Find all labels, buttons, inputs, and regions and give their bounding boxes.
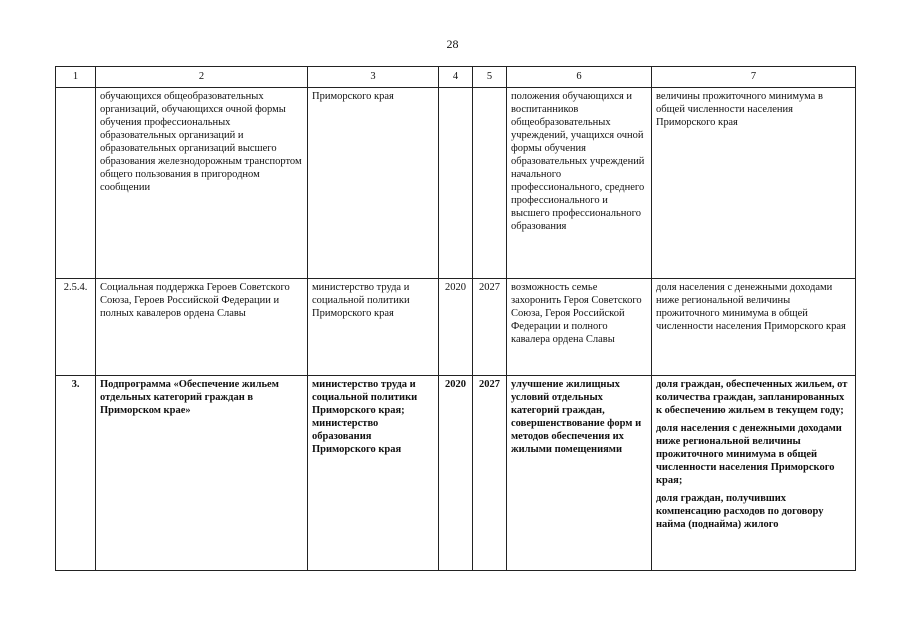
page-number: 28 — [446, 37, 459, 51]
row-number: 2.5.4. — [56, 279, 96, 376]
row-start-year: 2020 — [439, 376, 473, 571]
column-header: 7 — [652, 67, 856, 88]
row-result: возможность семье захоронить Героя Советского Союза, Героя Российской Федерации и полного кавалера ордена Славы — [507, 279, 652, 376]
column-header: 1 — [56, 67, 96, 88]
row-name: Подпрограмма «Обеспечение жильем отдельных категорий граждан в Приморском крае» — [96, 376, 308, 571]
row-indicators — [652, 279, 856, 376]
row-result: положения обучающихся и воспитанников общеобразовательных учреждений, учащихся очной формы обучения образовательных учреждений начального профессионального, среднего профессионального и высшего профессионального образования — [507, 88, 652, 279]
column-header: 3 — [308, 67, 439, 88]
column-header-row — [56, 67, 856, 88]
row-indicators — [652, 376, 856, 571]
table-row — [56, 88, 856, 279]
row-start-year: 2020 — [439, 279, 473, 376]
row-number — [56, 88, 96, 279]
table-row — [56, 376, 856, 571]
table-row — [56, 279, 856, 376]
row-executor: министерство труда и социальной политики Приморского края — [308, 279, 439, 376]
column-header: 5 — [473, 67, 507, 88]
column-header: 2 — [96, 67, 308, 88]
row-indicators — [652, 88, 856, 279]
program-table — [55, 66, 856, 571]
row-end-year: 2027 — [473, 279, 507, 376]
row-end-year: 2027 — [473, 376, 507, 571]
indicator-text: доля граждан, получивших компенсацию расходов по договору найма (поднайма) жилого — [656, 493, 824, 531]
row-executor: Приморского края — [308, 88, 439, 279]
row-name: обучающихся общеобразовательных организаций, обучающихся очной формы обучения профессиональных образовательных организаций и образовательных организаций высшего образования железнодорожным транспортом общего пользования в пригородном сообщении — [96, 88, 308, 279]
row-name: Социальная поддержка Героев Советского Союза, Героев Российской Федерации и полных кавалеров ордена Славы — [96, 279, 308, 376]
row-number: 3. — [56, 376, 96, 571]
row-executor: министерство труда и социальной политики Приморского края; министерство образования Приморского края — [308, 376, 439, 571]
column-header: 6 — [507, 67, 652, 88]
indicator-text: доля населения с денежными доходами ниже региональной величины прожиточного минимума в общей численности населения Приморского края — [656, 282, 846, 333]
row-result: улучшение жилищных условий отдельных категорий граждан, совершенствование форм и методов обеспечения их жилыми помещениями — [507, 376, 652, 571]
row-start-year — [439, 88, 473, 279]
row-end-year — [473, 88, 507, 279]
indicator-text: величины прожиточного минимума в общей численности населения Приморского края — [656, 91, 823, 129]
column-header: 4 — [439, 67, 473, 88]
indicator-text: доля граждан, обеспеченных жильем, от количества граждан, запланированных к обеспечению жильем в текущем году; — [656, 379, 848, 417]
indicator-text: доля населения с денежными доходами ниже региональной величины прожиточного минимума в общей численности населения Приморского края; — [656, 423, 842, 487]
